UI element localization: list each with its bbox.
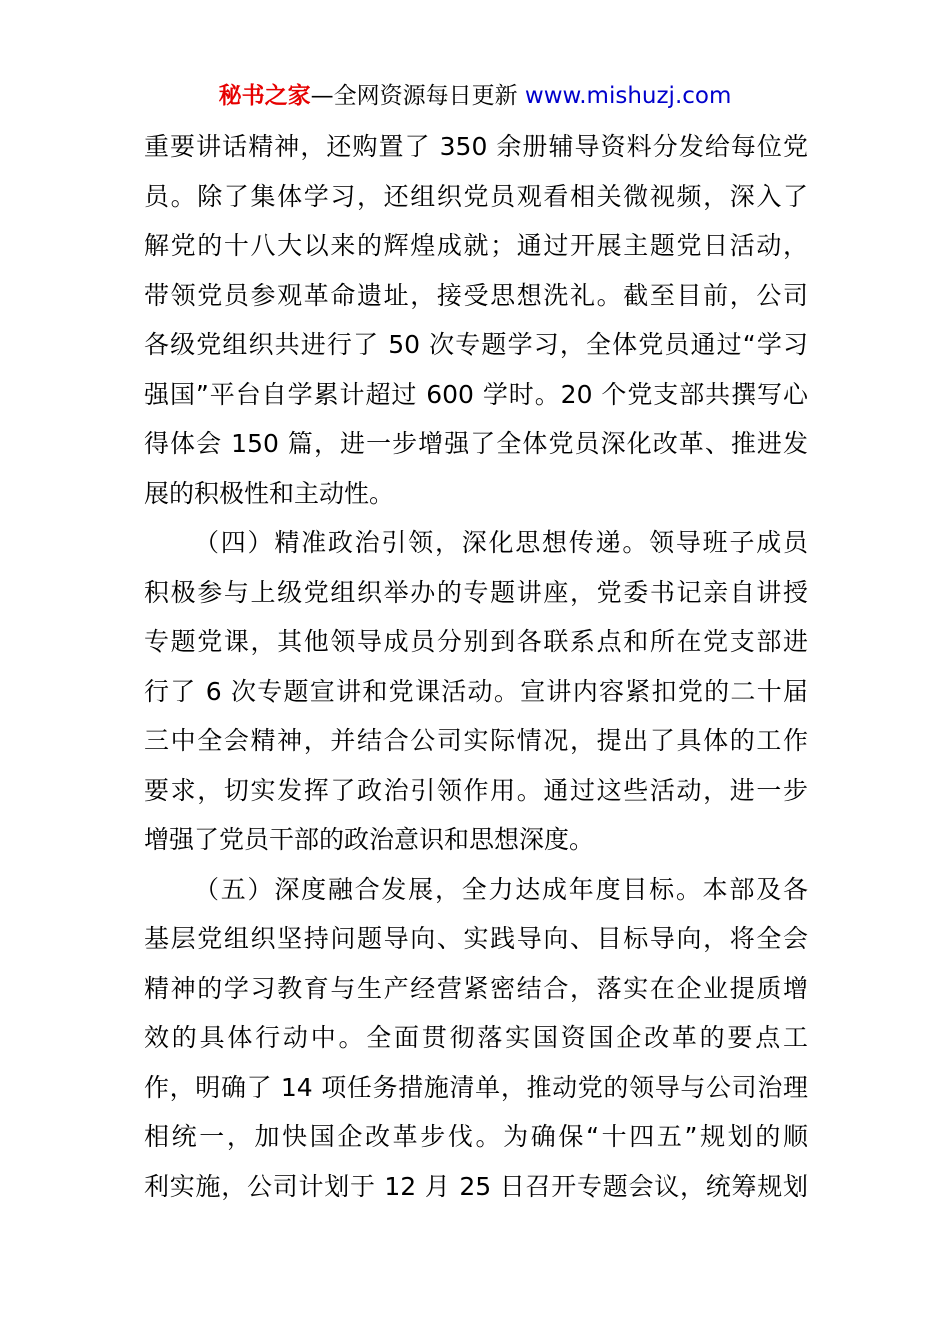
- text-line: 各级党组织共进行了 50 次专题学习，全体党员通过“学习: [144, 330, 808, 359]
- text-line: 增强了党员干部的政治意识和思想深度。: [144, 825, 595, 854]
- text-line: 要求，切实发挥了政治引领作用。通过这些活动，进一步: [144, 775, 808, 805]
- header-tagline: —全网资源每日更新: [310, 83, 525, 109]
- text-line: 专题党课，其他领导成员分别到各联系点和所在党支部进: [144, 627, 808, 656]
- text-line: 基层党组织坚持问题导向、实践导向、目标导向，将全会: [144, 924, 808, 953]
- text-line: 利实施，公司计划于 12 月 25 日召开专题会议，统筹规划: [144, 1171, 808, 1201]
- text-line: 积极参与上级党组织举办的专题讲座，党委书记亲自讲授: [144, 577, 808, 607]
- document-body: [144, 122, 808, 1211]
- text-line: 相统一，加快国企改革步伐。为确保“十四五”规划的顺: [144, 1122, 808, 1151]
- brand-name: 秘书之家: [218, 83, 311, 109]
- site-url[interactable]: www.mishuzj.com: [524, 83, 732, 109]
- text-line: 作，明确了 14 项任务措施清单，推动党的领导与公司治理: [144, 1072, 808, 1102]
- text-line: 展的积极性和主动性。: [144, 478, 395, 508]
- text-line: 三中全会精神，并结合公司实际情况，提出了具体的工作: [144, 726, 808, 755]
- text-line: 精神的学习教育与生产经营紧密结合，落实在企业提质增: [144, 973, 808, 1003]
- text-line: 效的具体行动中。全面贯彻落实国资国企改革的要点工: [144, 1023, 808, 1052]
- page-header: [0, 80, 950, 112]
- text-line: 强国”平台自学累计超过 600 学时。20 个党支部共撰写心: [144, 379, 808, 409]
- text-line: 行了 6 次专题宣讲和党课活动。宣讲内容紧扣党的二十届: [144, 676, 808, 706]
- text-line: 得体会 150 篇，进一步增强了全体党员深化改革、推进发: [144, 429, 808, 458]
- text-line: 员。除了集体学习，还组织党员观看相关微视频，深入了: [144, 181, 808, 211]
- paragraph-start-line: （四）精准政治引领，深化思想传递。领导班子成员: [194, 528, 808, 557]
- text-line: 重要讲话精神，还购置了 350 余册辅导资料分发给每位党: [144, 132, 808, 161]
- text-line: 解党的十八大以来的辉煌成就；通过开展主题党日活动，: [144, 231, 808, 260]
- text-line: 带领党员参观革命遗址，接受思想洗礼。截至目前，公司: [144, 280, 808, 310]
- paragraph-start-line: （五）深度融合发展，全力达成年度目标。本部及各: [194, 874, 808, 904]
